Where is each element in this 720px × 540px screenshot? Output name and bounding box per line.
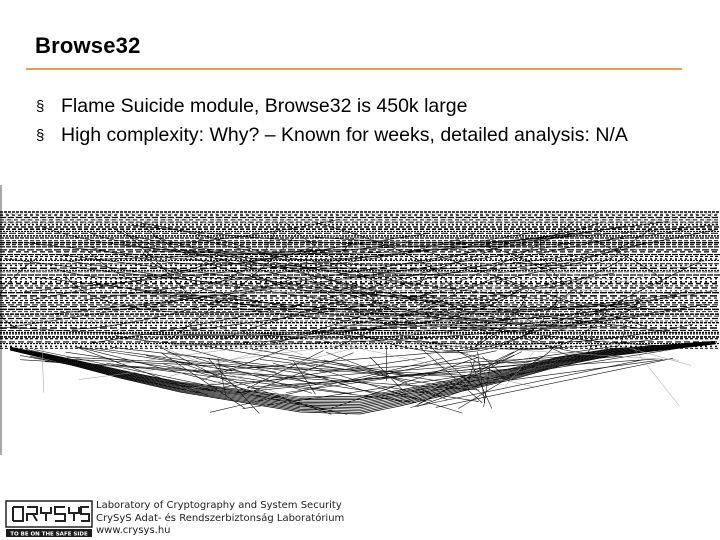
footer-text (96, 500, 344, 538)
bullet-item (36, 92, 686, 121)
footer-line-lab-en: Laboratory of Cryptography and System Security (96, 500, 342, 511)
bullet-text: High complexity: Why? – Known for weeks, detailed analysis: N/A (61, 124, 628, 146)
bullet-item (36, 121, 686, 150)
crysys-logo (5, 500, 93, 538)
bullet-text: Flame Suicide module, Browse32 is 450k large (61, 95, 468, 117)
footer-link-website[interactable]: www.crysys.hu (96, 525, 171, 536)
bullet-list (36, 92, 686, 150)
slide-title: Browse32 (35, 33, 141, 58)
bullet-marker: § (36, 98, 45, 115)
footer-line-lab-hu: CrySyS Adat- és Rendszerbiztonság Laboratórium (96, 512, 345, 524)
call-graph-image (0, 180, 720, 460)
logo-tagline: TO BE ON THE SAFE SIDE (10, 531, 88, 538)
bullet-marker: § (36, 127, 45, 144)
title-divider (26, 68, 682, 70)
